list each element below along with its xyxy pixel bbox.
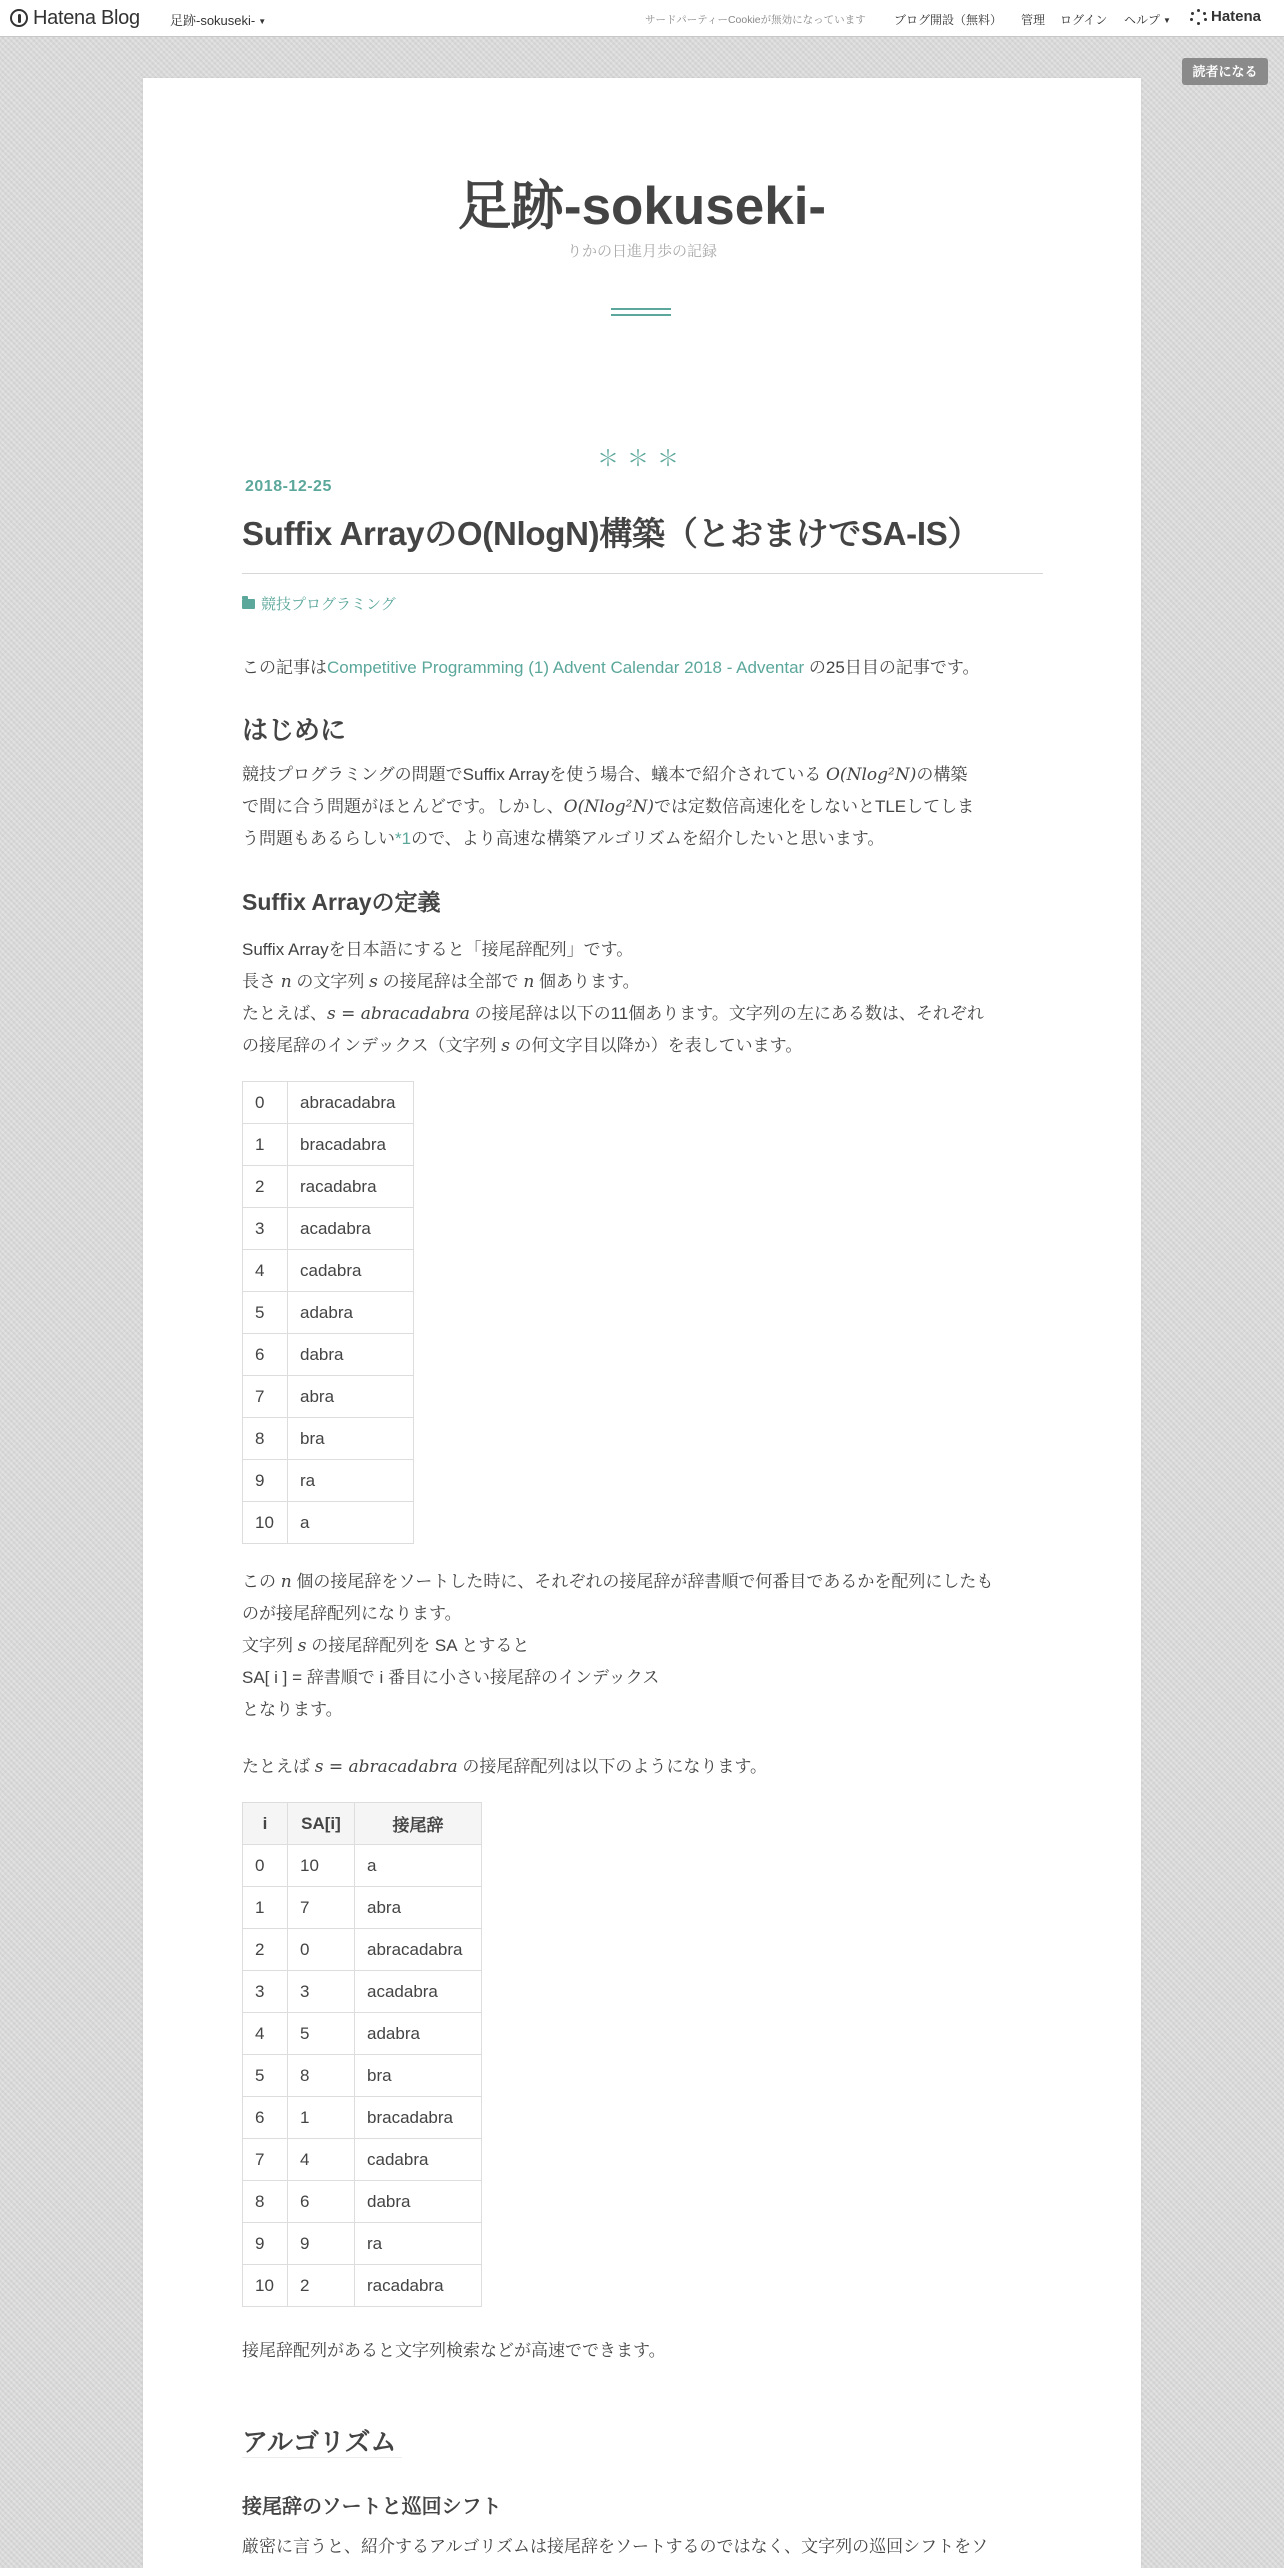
def-line2 [242,966,1054,998]
help-menu[interactable] [1124,11,1171,28]
p1-line1 [242,759,1054,791]
help-text: ヘルプ [1124,13,1161,27]
math-var: n [523,972,535,992]
example-text: たとえば [242,1757,315,1776]
table-row [243,1250,414,1292]
suffix-index-cell: 6 [243,1334,288,1376]
suffix-index-cell: 8 [243,1418,288,1460]
suffix-cell: cadabra [355,2139,482,2181]
after-table-paragraph: 接尾辞配列があると文字列検索などが高速でできます。 [242,2341,666,2360]
suffix-cell: racadabra [355,2265,482,2307]
table-row [243,1208,414,1250]
rank-cell: 7 [243,2139,288,2181]
intro-paragraph [242,652,1054,684]
def-text: 長さ [242,972,281,991]
suffix-cell: bracadabra [355,2097,482,2139]
suffix-cell: a [288,1502,414,1544]
heading-algorithm: アルゴリズム [242,2427,397,2457]
math-expression: s = abracadabra [314,1757,458,1777]
blog-description: りかの日進月歩の記録 [566,243,717,260]
p1-text: ので、より高速な構築アルゴリズムを紹介したいと思います。 [411,829,885,848]
suffix-cell: ra [288,1460,414,1502]
sa-value-cell: 1 [288,2097,355,2139]
header-i: i [243,1803,288,1845]
entry-title[interactable]: Suffix ArrayのO(NlogN)構築（とおまけでSA-IS） [242,515,981,552]
def-text: たとえば、 [242,1004,327,1023]
example-text: の接尾辞配列は以下のようになります。 [457,1757,767,1776]
explain-line2: のが接尾辞配列になります。 [242,1604,462,1623]
suffix-index-cell: 0 [243,1082,288,1124]
intro-text: この記事は [242,658,327,677]
suffix-cell: abracadabra [355,1929,482,1971]
math-var: n [280,972,292,992]
table-row [243,1418,414,1460]
rank-cell: 0 [243,1845,288,1887]
sa-value-cell: 0 [288,1929,355,1971]
suffix-index-cell: 3 [243,1208,288,1250]
table-row [243,2181,482,2223]
def-line1: Suffix Arrayを日本語にすると「接尾辞配列」です。 [242,940,634,959]
explain-line1 [242,1566,1054,1598]
header-sa: SA[i] [288,1803,355,1845]
caret-down-icon: ▼ [258,17,267,27]
rank-cell: 8 [243,2181,288,2223]
suffix-index-cell: 9 [243,1460,288,1502]
login-link[interactable]: ログイン [1060,13,1108,27]
table-row [243,1082,414,1124]
table-row [243,2223,482,2265]
example-line [242,1751,1054,1783]
suffix-cell: a [355,1845,482,1887]
def-text: の何文字目以降か）を表しています。 [509,1036,803,1055]
math-var: s [369,972,378,992]
math-var: s [501,1036,510,1056]
table-row [243,1376,414,1418]
caret-down-icon: ▼ [1163,16,1171,26]
suffix-index-cell: 4 [243,1250,288,1292]
def-line4 [242,1030,1054,1062]
suffix-cell: bra [355,2055,482,2097]
suffix-cell: adabra [288,1292,414,1334]
table-row [243,1929,482,1971]
hatena-blog-logo[interactable] [10,7,140,29]
def-text: の文字列 [291,972,370,991]
heading-sort-cyclic: 接尾辞のソートと巡回シフト [242,2496,502,2518]
def-text: 個あります。 [534,972,640,991]
table-row [243,1845,482,1887]
table-row [243,2139,482,2181]
suffix-table [242,1081,414,1544]
blog-name-text: 足跡-sokuseki- [170,13,256,28]
suffix-cell: cadabra [288,1250,414,1292]
entry-title-divider [242,573,1043,574]
folder-icon [242,599,255,609]
explain-text: 文字列 [242,1636,298,1655]
table-row [243,1334,414,1376]
sa-value-cell: 6 [288,2181,355,2223]
explain-line4: SA[ i ] = 辞書順で i 番目に小さい接尾辞のインデックス [242,1668,660,1687]
rank-cell: 2 [243,1929,288,1971]
table-row [243,1166,414,1208]
rank-cell: 9 [243,2223,288,2265]
suffix-cell: acadabra [355,1971,482,2013]
p1-text: で間に合う問題がほとんどです。しかし、 [242,797,564,816]
table-row [243,1292,414,1334]
suffix-cell: abra [288,1376,414,1418]
sa-value-cell: 8 [288,2055,355,2097]
suffix-cell: acadabra [288,1208,414,1250]
sa-value-cell: 7 [288,1887,355,1929]
math-var: n [280,1572,292,1592]
heading-definition: Suffix Arrayの定義 [242,889,441,915]
suffix-cell: dabra [288,1334,414,1376]
math-expression: s = abracadabra [327,1004,470,1024]
def-text: の接尾辞は以下の11個あります。文字列の左にある数は、それぞれ [469,1004,984,1023]
def-line3 [242,998,1054,1030]
last-paragraph: 厳密に言うと、紹介するアルゴリズムは接尾辞をソートするのではなく、文字列の巡回シフトをソ [242,2537,989,2556]
blog-name-menu[interactable] [170,10,266,29]
table-row [243,1460,414,1502]
heading-underline [242,2457,402,2458]
sa-value-cell: 4 [288,2139,355,2181]
explain-text: の接尾辞配列を SA とすると [306,1636,530,1655]
top-bar [0,0,1284,37]
suffix-cell: dabra [355,2181,482,2223]
suffix-cell: adabra [355,2013,482,2055]
admin-link[interactable]: 管理 [1021,13,1046,27]
sa-value-cell: 3 [288,1971,355,2013]
suffix-index-cell: 5 [243,1292,288,1334]
entry-category-text: 競技プログラミング [261,596,396,613]
math-complexity: O(Nlog²N) [826,765,917,785]
p1-line2 [242,791,1054,823]
advent-calendar-link[interactable]: Competitive Programming (1) Advent Calendar 2018 - Adventar [327,658,805,677]
explain-text: この [242,1572,281,1591]
suffix-cell: racadabra [288,1166,414,1208]
suffix-index-cell: 7 [243,1376,288,1418]
suffix-array-table [242,1802,482,2307]
def-text: の接尾辞のインデックス（文字列 [242,1036,502,1055]
math-complexity: O(Nlog²N) [563,797,654,817]
sa-value-cell: 10 [288,1845,355,1887]
hatena-blog-icon [10,9,28,27]
table-row [243,1124,414,1166]
cookie-notice: サードパーティーCookieが無効になっています [645,14,866,26]
open-blog-link[interactable]: ブログ開設（無料） [894,13,1003,27]
subscribe-button[interactable]: 読者になる [1182,58,1268,85]
rank-cell: 6 [243,2097,288,2139]
table-row [243,2013,482,2055]
hatena-dots-icon [1191,9,1207,25]
rank-cell: 1 [243,1887,288,1929]
p1-line3 [242,823,1054,855]
table-row [243,1502,414,1544]
suffix-index-cell: 2 [243,1166,288,1208]
blog-title[interactable]: 足跡-sokuseki- [457,177,827,236]
p1-text: では定数倍高速化をしないとTLEしてしま [653,797,975,816]
suffix-cell: abra [355,1887,482,1929]
hatena-text: Hatena [1211,8,1262,25]
table-row [243,1971,482,2013]
explain-line3 [242,1630,1054,1662]
hatena-blog-logo-text: Hatena Blog [33,6,140,29]
suffix-cell: bra [288,1418,414,1460]
intro-text-end: の25日目の記事です。 [804,658,980,677]
suffix-index-cell: 10 [243,1502,288,1544]
footnote-link[interactable]: *1 [395,829,412,848]
table-row [243,2055,482,2097]
p1-text: の構築 [916,765,968,784]
rank-cell: 3 [243,1971,288,2013]
p1-text: 競技プログラミングの問題でSuffix Arrayを使う場合、蟻本で紹介されている [242,765,826,784]
explain-text: 個の接尾辞をソートした時に、それぞれの接尾辞が辞書順で何番目であるかを配列にしたも [291,1572,994,1591]
p1-text: う問題もあるらしい [242,829,395,848]
explain-line5: となります。 [242,1700,343,1719]
rank-cell: 10 [243,2265,288,2307]
table-row [243,1887,482,1929]
suffix-cell: abracadabra [288,1082,414,1124]
blog-card [143,78,1141,2568]
entry-date[interactable]: 2018-12-25 [245,478,332,495]
entry-category-link[interactable] [242,593,396,614]
sa-value-cell: 5 [288,2013,355,2055]
suffix-cell: ra [355,2223,482,2265]
header-suffix: 接尾辞 [355,1803,482,1845]
heading-introduction: はじめに [242,715,347,745]
sa-value-cell: 2 [288,2265,355,2307]
suffix-index-cell: 1 [243,1124,288,1166]
hatena-menu[interactable] [1191,8,1261,25]
rank-cell: 4 [243,2013,288,2055]
rank-cell: 5 [243,2055,288,2097]
entry-stars-decoration: ＊＊＊ [596,446,687,471]
title-divider [611,308,671,316]
table-header-row [243,1803,482,1845]
suffix-cell: bracadabra [288,1124,414,1166]
table-row [243,2097,482,2139]
def-text: の接尾辞は全部で [377,972,524,991]
math-var: s [297,1636,307,1656]
sa-value-cell: 9 [288,2223,355,2265]
table-row [243,2265,482,2307]
